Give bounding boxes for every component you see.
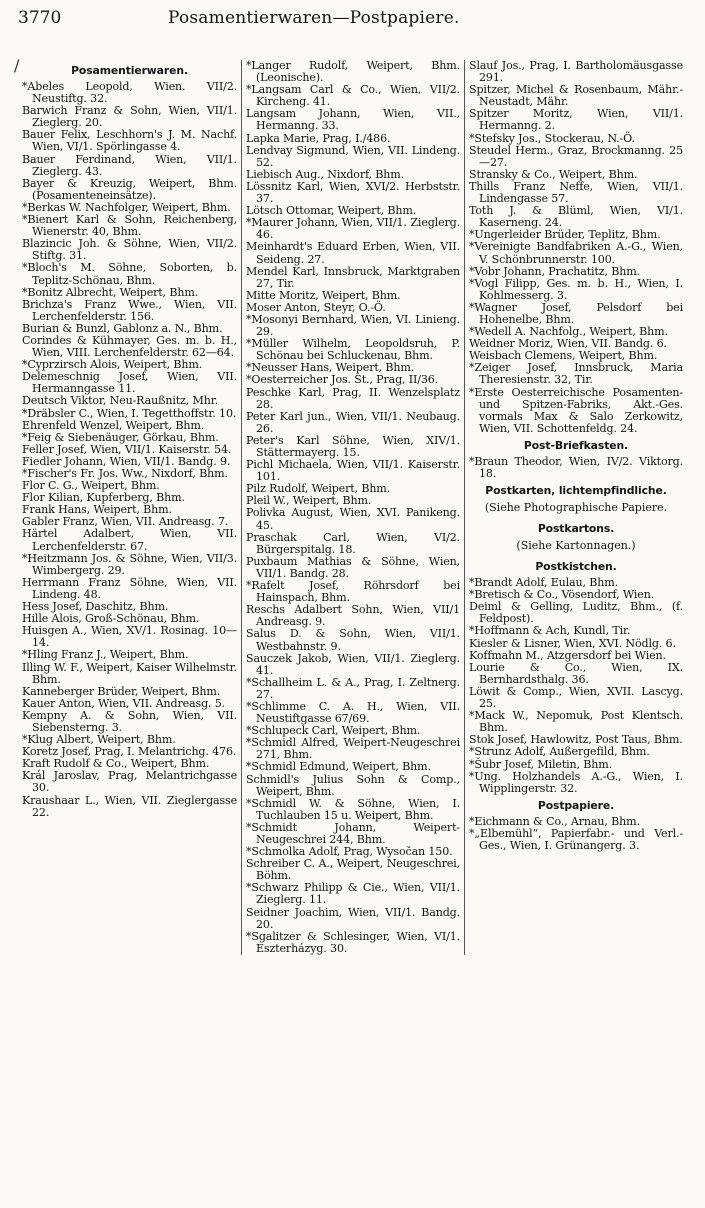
directory-entry: *Schmolka Adolf, Prag, Wysočan 150.: [246, 845, 453, 859]
directory-entry: Mendel Karl, Innsbruck, Marktgraben 27, Tir.: [246, 264, 460, 290]
directory-entry: Fiedler Johann, Wien, VII/1. Bandg. 9.: [22, 454, 231, 468]
directory-entry: Pilz Rudolf, Weipert, Bhm.: [246, 482, 391, 496]
section-heading: Postkartons.: [537, 522, 615, 536]
directory-entry: Langsam Johann, Wien, VII., Hermanng. 33.: [246, 107, 460, 133]
directory-entry: Toth J. & Blüml, Wien, VI/1. Kaserneng. 24.: [469, 204, 683, 230]
directory-entry: *„Elbemühl“, Papierfabr.- und Verl.-Ges., Wien, I. Grünangerg. 3.: [469, 826, 683, 852]
directory-entry: *Erste Oesterreichische Posamenten- und Spitzen-Fabriks, Akt.-Ges. vormals Max & Salo Zerkowitz, Wien, VII. Schottenfeldg. 24.: [469, 385, 683, 435]
directory-entry: Spitzer, Michel & Rosenbaum, Mähr.-Neustadt, Mähr.: [469, 83, 683, 109]
directory-entry: *Fischer's Fr. Jos. Ww., Nixdorf, Bhm.: [22, 467, 228, 480]
directory-entry: Steudel Herm., Graz, Brockmanng. 25—27.: [469, 143, 683, 169]
directory-entry: Lendvay Sigmund, Wien, VII. Lindeng. 52.: [246, 143, 460, 169]
directory-entry: *Schlupeck Carl, Weipert, Bhm.: [246, 724, 421, 738]
cross-reference-note: (Siehe Photographische Papiere.: [484, 501, 668, 515]
directory-entry: Koffmahn M., Atzgersdorf bei Wien.: [469, 648, 666, 662]
directory-entry: *Langer Rudolf, Weipert, Bhm. (Leonische).: [246, 59, 460, 85]
directory-entry: *Oesterreicher Jos. St., Prag, II/36.: [246, 373, 439, 387]
directory-entry: Stok Josef, Hawlowitz, Post Taus, Bhm.: [469, 733, 683, 747]
directory-entry: *Klug Albert, Weipert, Bhm.: [22, 733, 176, 747]
text-columns: [14, 56, 691, 955]
directory-entry: *Müller Wilhelm, Leopoldsruh, P. Schönau bei Schluckenau, Bhm.: [246, 337, 460, 363]
directory-entry: Kempny A. & Sohn, Wien, VII. Siebensterng. 3.: [22, 708, 237, 734]
directory-entry: Peter's Karl Söhne, Wien, XIV/1. Stättermayerg. 15.: [246, 433, 460, 459]
directory-entry: Polivka August, Wien, XVI. Panikeng. 45.: [246, 506, 460, 532]
directory-entry: *Bretisch & Co., Vösendorf, Wien.: [469, 588, 655, 602]
directory-entry: *Schmidl W. & Söhne, Wien, I. Tuchlauben 15 u. Weipert, Bhm.: [246, 796, 460, 822]
directory-entry: *Ung. Holzhandels A.-G., Wien, I. Wipplingerstr. 32.: [469, 769, 683, 795]
directory-entry: *Brandt Adolf, Eulau, Bhm.: [469, 576, 618, 590]
directory-entry: *Stefsky Jos., Stockerau, N.-Ö.: [469, 131, 635, 145]
directory-entry: *Langsam Carl & Co., Wien, VII/2. Kircheng. 41.: [246, 83, 460, 109]
page-number: 3770: [18, 8, 62, 28]
directory-entry: Stransky & Co., Weipert, Bhm.: [469, 167, 638, 181]
directory-entry: *Neusser Hans, Weipert, Bhm.: [246, 361, 415, 375]
directory-entry: Puxbaum Mathias & Söhne, Wien, VII/1. Bandg. 28.: [246, 554, 460, 580]
directory-entry: Härtel Adalbert, Wien, VII. Lerchenfelderstr. 67.: [22, 527, 237, 553]
directory-entry: *Bonitz Albrecht, Weipert, Bhm.: [22, 285, 199, 299]
directory-entry: Peter Karl jun., Wien, VII/1. Neubaug. 26.: [246, 409, 460, 435]
directory-entry: Lössnitz Karl, Wien, XVI/2. Herbststr. 37.: [246, 179, 460, 206]
column-left: [14, 56, 241, 955]
directory-entry: Kanneberger Brüder, Weipert, Bhm.: [22, 684, 221, 698]
directory-entry: *Schmidl Edmund, Weipert, Bhm.: [246, 760, 431, 774]
directory-entry: Spitzer Moritz, Wien, VII/1. Hermanng. 2.: [469, 107, 683, 133]
directory-entry: *Braun Theodor, Wien, IV/2. Viktorg. 18.: [469, 454, 683, 480]
directory-entry: Schmidl's Julius Sohn & Comp., Weipert, Bhm.: [246, 772, 460, 798]
directory-entry: *Schmidt Johann, Weipert-Neugeschrei 244, Bhm.: [246, 820, 460, 846]
directory-entry: Delemeschnig Josef, Wien, VII. Hermanngasse 11.: [22, 370, 237, 396]
directory-entry: *Eichmann & Co., Arnau, Bhm.: [469, 814, 640, 828]
directory-entry: Schreiber C. A., Weipert, Neugeschrei, Böhm.: [246, 857, 460, 883]
directory-entry: Seidner Joachim, Wien, VII/1. Bandg. 20.: [246, 905, 460, 931]
directory-entry: Barwich Franz & Sohn, Wien, VII/1. Zieglerg. 20.: [22, 104, 237, 130]
directory-entry: Gabler Franz, Wien, VII. Andreasg. 7.: [22, 515, 229, 529]
directory-entry: Brichza's Franz Wwe., Wien, VII. Lerchenfelderstr. 156.: [22, 297, 237, 323]
directory-entry: *Vereinigte Bandfabriken A.-G., Wien, V. Schönbrunnerstr. 100.: [469, 240, 683, 266]
running-title: Posamentierwaren—Postpapiere.: [168, 8, 460, 28]
directory-entry: *Rafelt Josef, Röhrsdorf bei Hainspach, Bhm.: [246, 579, 460, 605]
directory-entry: Herrmann Franz Söhne, Wien, VII. Lindeng. 48.: [22, 575, 237, 601]
section-heading: Postkarten, lichtempfindliche.: [485, 484, 667, 498]
cross-reference-note: (Siehe Kartonnagen.): [516, 539, 636, 553]
directory-entry: Deutsch Viktor, Neu-Raußnitz, Mhr.: [22, 394, 219, 408]
directory-entry: *Mack W., Nepomuk, Post Klentsch. Bhm.: [469, 709, 683, 735]
directory-entry: Corindes & Kühmayer, Ges. m. b. H., Wien, VIII. Lerchenfelderstr. 62—64.: [22, 333, 237, 360]
directory-entry: Hess Josef, Daschitz, Bhm.: [22, 600, 169, 614]
directory-entry: Kiesler & Lisner, Wien, XVI. Nödlg. 6.: [469, 636, 676, 650]
directory-entry: Weidner Moriz, Wien, VII. Bandg. 6.: [469, 337, 667, 351]
directory-entry: *Wedell A. Nachfolg., Weipert, Bhm.: [469, 325, 668, 339]
directory-entry: *Mosonyi Bernhard, Wien, VI. Linieng. 29.: [246, 312, 460, 339]
directory-entry: *Hoffmann & Ach, Kundl, Tir.: [469, 624, 631, 638]
directory-entry: Moser Anton, Steyr, O.-Ö.: [246, 300, 386, 314]
section-heading: Postpapiere.: [537, 798, 615, 812]
directory-entry: *Ungerleider Brüder, Teplitz, Bhm.: [469, 228, 661, 242]
directory-entry: Praschak Carl, Wien, VI/2. Bürgerspitalg. 18.: [246, 530, 460, 556]
directory-entry: Burian & Bunzl, Gablonz a. N., Bhm.: [22, 321, 223, 335]
directory-entry: *Schmidl Alfred, Weipert-Neugeschrei 271, Bhm.: [246, 736, 460, 762]
directory-entry: *Schlimme C. A. H., Wien, VII. Neustiftgasse 67/69.: [246, 699, 460, 726]
section-heading: Post-Briefkasten.: [523, 438, 629, 452]
directory-entry: Slauf Jos., Prag, I. Bartholomäusgasse 291.: [469, 59, 683, 85]
directory-entry: Ehrenfeld Wenzel, Weipert, Bhm.: [22, 418, 205, 432]
directory-entry: Pichl Michaela, Wien, VII/1. Kaiserstr. 101.: [246, 458, 460, 484]
directory-entry: Kraft Rudolf & Co., Weipert, Bhm.: [22, 757, 210, 771]
directory-entry: *Schwarz Philipp & Cie., Wien, VII/1. Zieglerg. 11.: [246, 881, 460, 907]
directory-entry: Lourie & Co., Wien, IX. Bernhardsthalg. 36.: [469, 660, 683, 686]
directory-entry: *Berkas W. Nachfolger, Weipert, Bhm.: [22, 200, 231, 214]
directory-entry: *Heitzmann Jos. & Söhne, Wien, VII/3. Wimbergerg. 29.: [22, 551, 237, 577]
directory-entry: Feller Josef, Wien, VII/1. Kaiserstr. 54.: [22, 442, 232, 456]
directory-entry: Koretz Josef, Prag, I. Melantrichg. 476.: [22, 745, 237, 759]
directory-entry: Sauczek Jakob, Wien, VII/1. Zieglerg. 41.: [246, 651, 460, 677]
directory-entry: Flor Kilian, Kupferberg, Bhm.: [22, 491, 185, 505]
directory-entry: *Dräbsler C., Wien, I. Tegetthoffstr. 10.: [22, 406, 237, 420]
directory-entry: Kauer Anton, Wien, VII. Andreasg. 5.: [22, 696, 226, 710]
directory-entry: *Feig & Siebenäuger, Görkau, Bhm.: [22, 430, 219, 444]
directory-entry: *Šubr Josef, Miletin, Bhm.: [469, 757, 613, 771]
directory-entry: Meinhardt's Eduard Erben, Wien, VII. Seideng. 27.: [246, 240, 460, 266]
column-middle: [241, 60, 464, 955]
margin-mark: /: [14, 56, 20, 75]
directory-entry: *Strunz Adolf, Außergefild, Bhm.: [469, 745, 650, 759]
directory-entry: *Bienert Karl & Sohn, Reichenberg, Wienerstr. 40, Bhm.: [22, 213, 237, 239]
directory-entry: Hille Alois, Groß-Schönau, Bhm.: [22, 612, 200, 626]
section-heading: Posamentierwaren.: [71, 64, 188, 77]
directory-entry: Blazincic Joh. & Söhne, Wien, VII/2. Stiftg. 31.: [22, 237, 237, 263]
directory-entry: *Sgalitzer & Schlesinger, Wien, VI/1. Eszterházyg. 30.: [246, 929, 460, 955]
column-right: [464, 60, 687, 955]
directory-entry: Bauer Felix, Leschhorn's J. M. Nachf. Wien, VI/1. Spörlingasse 4.: [22, 128, 237, 154]
directory-entry: Reschs Adalbert Sohn, Wien, VII/1 Andreasg. 9.: [246, 603, 460, 629]
directory-entry: Weisbach Clemens, Weipert, Bhm.: [469, 349, 658, 363]
directory-entry: Löwit & Comp., Wien, XVII. Lascyg. 25.: [469, 684, 683, 711]
directory-entry: Liebisch Aug., Nixdorf, Bhm.: [246, 167, 405, 181]
directory-entry: Deiml & Gelling, Luditz, Bhm., (f. Feldpost).: [469, 600, 683, 626]
directory-entry: Bayer & Kreuzig, Weipert, Bhm. (Posamenteneinsätze).: [22, 176, 237, 202]
directory-entry: *Wagner Josef, Pelsdorf bei Hohenelbe, Bhm.: [469, 300, 683, 326]
directory-entry: Král Jaroslav, Prag, Melantrichgasse 30.: [22, 769, 237, 795]
directory-entry: *Bloch's M. Söhne, Soborten, b. Teplitz-Schönau, Bhm.: [22, 261, 237, 287]
directory-entry: Bauer Ferdinand, Wien, VII/1. Zieglerg. 43.: [22, 152, 237, 178]
directory-entry: *Cyprzirsch Alois, Weipert, Bhm.: [22, 358, 203, 372]
directory-entry: Kraushaar L., Wien, VII. Zieglergasse 22.: [22, 793, 237, 819]
directory-entry: *Vogl Filipp, Ges. m. b. H., Wien, I. Kohlmesserg. 3.: [469, 276, 683, 302]
directory-entry: Lapka Marie, Prag, I./486.: [246, 131, 391, 145]
page-header: [18, 8, 691, 38]
section-heading: Postkistchen.: [535, 560, 617, 574]
directory-entry: Peschke Karl, Prag, II. Wenzelsplatz 28.: [246, 385, 460, 411]
directory-entry: Flor C. G., Weipert, Bhm.: [22, 479, 160, 493]
directory-entry: Illing W. F., Weipert, Kaiser Wilhelmstr. Bhm.: [22, 660, 237, 686]
directory-entry: Frank Hans, Weipert, Bhm.: [22, 503, 172, 517]
directory-entry: *Vobr Johann, Prachatitz, Bhm.: [469, 264, 640, 278]
directory-entry: Salus D. & Sohn, Wien, VII/1. Westbahnstr. 9.: [246, 627, 460, 653]
directory-entry: Huisgen A., Wien, XV/1. Rosinag. 10—14.: [22, 624, 237, 650]
directory-entry: Lötsch Ottomar, Weipert, Bhm.: [246, 204, 417, 218]
directory-entry: Mitte Moritz, Weipert, Bhm.: [246, 288, 401, 302]
directory-entry: *Schallheim L. & A., Prag, I. Zeltnerg. 27.: [246, 675, 460, 701]
directory-entry: *Hling Franz J., Weipert, Bhm.: [22, 648, 189, 662]
directory-entry: *Abeles Leopold, Wien. VII/2. Neustiftg. 32.: [22, 80, 237, 106]
directory-entry: *Zeiger Josef, Innsbruck, Maria Theresienstr. 32, Tir.: [469, 361, 683, 387]
directory-entry: Thills Franz Neffe, Wien, VII/1. Lindengasse 57.: [469, 179, 683, 206]
directory-entry: *Maurer Johann, Wien, VII/1. Zieglerg. 46.: [246, 216, 460, 242]
directory-entry: Pleil W., Weipert, Bhm.: [246, 494, 372, 508]
